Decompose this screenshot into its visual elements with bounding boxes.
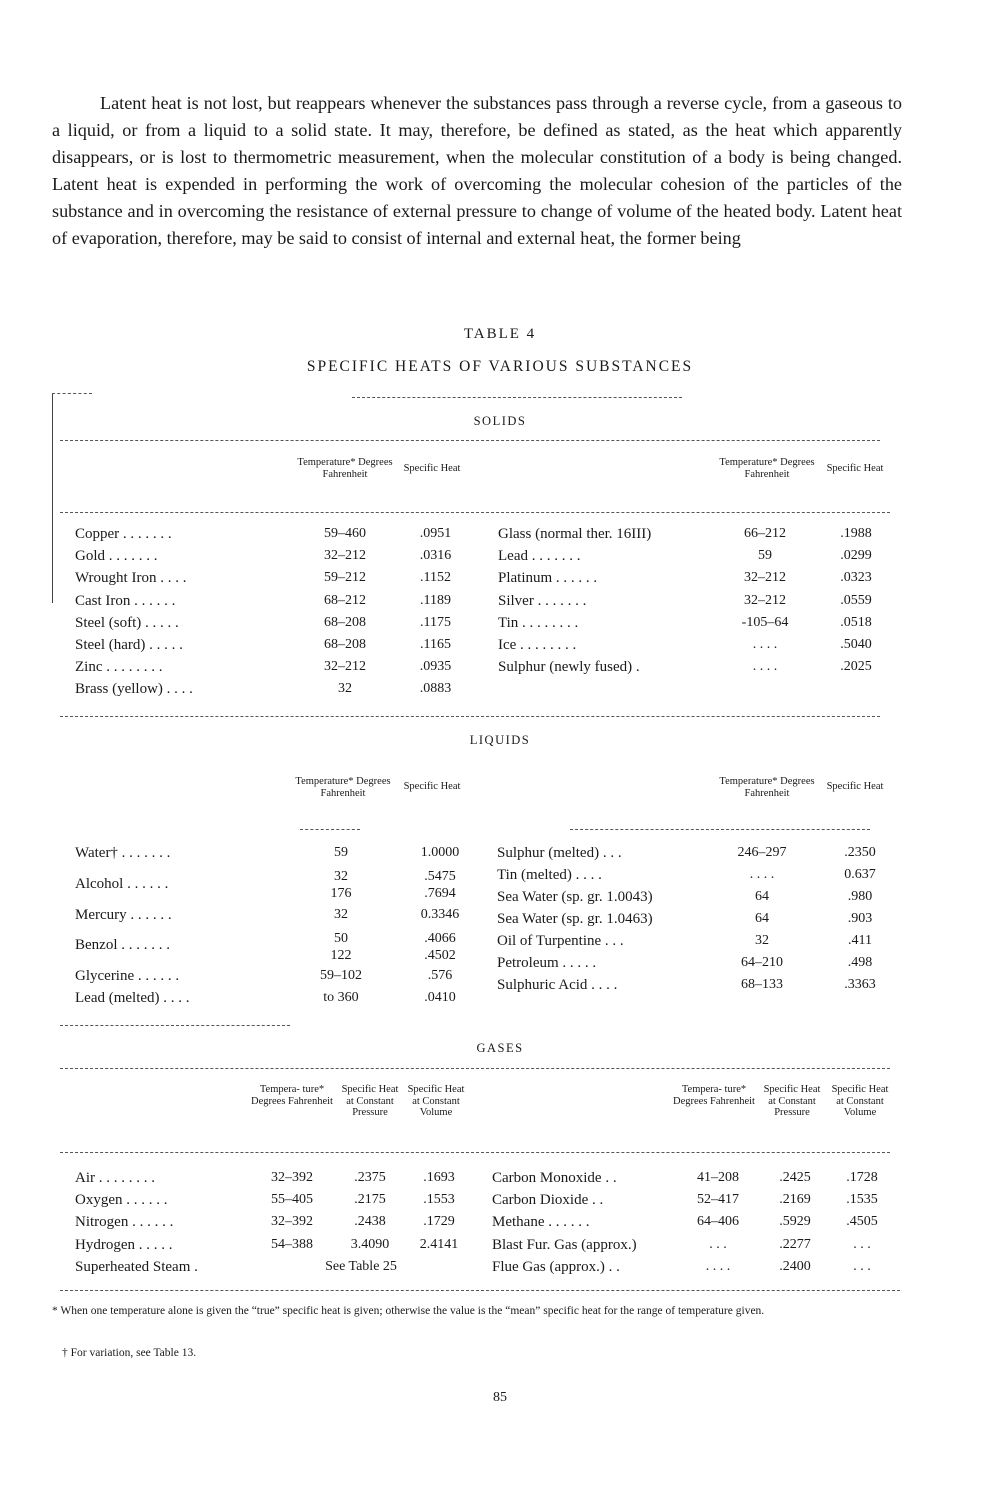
specific-heat-value: 0.637 — [844, 867, 876, 882]
temperature-value: 54–388 — [271, 1236, 313, 1252]
specific-heat-value: .0883 — [419, 681, 452, 697]
solids-heat-header-left: Specific Heat — [403, 463, 461, 474]
substance-name: Sulphuric Acid . . . . — [497, 977, 618, 993]
table-row — [0, 548, 1000, 570]
specific-heat-value: 1.0000 — [420, 845, 460, 860]
specific-heat-value: .980 — [847, 889, 873, 904]
temperature-value: 68–208 — [324, 614, 366, 630]
gases-pressure-header-right: Specific Heat at Constant Pressure — [763, 1084, 821, 1118]
pressure-heat-value: .2375 — [354, 1170, 386, 1185]
volume-heat-value: .1693 — [423, 1170, 455, 1185]
specific-heat-value: .0559 — [840, 592, 872, 608]
solids-header-rule — [60, 440, 880, 441]
temperature-value: 32–392 — [271, 1214, 313, 1230]
substance-name: Carbon Monoxide . . — [492, 1170, 617, 1186]
specific-heat-value: .2350 — [844, 845, 876, 860]
specific-heat-value: .4066 — [424, 931, 456, 946]
specific-heat-value: .0518 — [840, 614, 872, 630]
temperature-value: 32 — [334, 869, 348, 884]
temperature-value: . . . — [709, 1236, 727, 1252]
table-row — [0, 1214, 1000, 1236]
footnote-star: * When one temperature alone is given the “true” specific heat is given; otherwise the value is the “mean” specific heat for the range of temperature given. — [52, 1305, 765, 1317]
substance-name: Glycerine . . . . . . — [75, 968, 180, 984]
substance-name: Lead . . . . . . . — [498, 548, 581, 565]
temperature-value: 122 — [330, 948, 352, 963]
specific-heat-value: .0316 — [419, 548, 452, 564]
volume-heat-value: . . . — [853, 1236, 871, 1252]
substance-name: Cast Iron . . . . . . — [75, 592, 176, 609]
pressure-heat-value: 3.4090 — [350, 1236, 390, 1252]
substance-name: Carbon Dioxide . . — [492, 1192, 604, 1209]
pressure-heat-value: .2169 — [779, 1192, 811, 1208]
frame-top-rule — [52, 393, 92, 394]
gases-body-rule — [60, 1152, 890, 1153]
substance-name: Ice . . . . . . . . — [498, 637, 577, 653]
specific-heat-value: .4502 — [424, 948, 456, 963]
table-title: SPECIFIC HEATS OF VARIOUS SUBSTANCES — [306, 358, 694, 375]
substance-name: Petroleum . . . . . — [497, 955, 597, 971]
pressure-heat-value: See Table 25 — [325, 1258, 397, 1274]
temperature-value: 59 — [334, 845, 348, 860]
specific-heat-value: .1175 — [420, 614, 451, 630]
pressure-heat-value: .2277 — [779, 1236, 811, 1252]
temperature-value: 68–212 — [324, 592, 366, 608]
temperature-value: . . . . — [705, 1258, 731, 1274]
gases-volume-header-right: Specific Heat at Constant Volume — [831, 1084, 889, 1118]
temperature-value: 32–212 — [744, 570, 786, 586]
liquids-heat-header-left: Specific Heat — [403, 781, 461, 792]
gases-volume-header-left: Specific Heat at Constant Volume — [407, 1084, 465, 1118]
specific-heat-value: .411 — [848, 933, 872, 948]
pressure-heat-value: .2400 — [779, 1258, 811, 1274]
temperature-value: 32 — [338, 681, 352, 697]
specific-heat-value: .0323 — [840, 570, 872, 586]
substance-name: Zinc . . . . . . . . — [75, 659, 163, 676]
gases-title: GASES — [476, 1041, 524, 1055]
volume-heat-value: .4505 — [846, 1214, 878, 1230]
pressure-heat-value: .2438 — [354, 1214, 386, 1230]
substance-name: Hydrogen . . . . . — [75, 1236, 173, 1253]
table-row — [0, 615, 1000, 637]
footnote-dagger: † For variation, see Table 13. — [62, 1347, 197, 1359]
substance-name: Steel (soft) . . . . . — [75, 614, 179, 631]
table-row — [0, 593, 1000, 615]
volume-heat-value: . . . — [853, 1258, 871, 1274]
specific-heat-value: .0299 — [840, 548, 872, 564]
substance-name: Steel (hard) . . . . . — [75, 637, 183, 653]
pressure-heat-value: .5929 — [779, 1214, 811, 1230]
specific-heat-value: .3363 — [844, 977, 876, 992]
temperature-value: 59–102 — [320, 968, 362, 983]
temperature-value: 52–417 — [697, 1192, 739, 1208]
pressure-heat-value: .2425 — [779, 1170, 811, 1185]
substance-name: Glass (normal ther. 16III) — [498, 526, 652, 542]
table-row — [0, 570, 1000, 592]
specific-heat-value: .2025 — [840, 659, 872, 675]
table-row — [0, 526, 1000, 548]
temperature-value: 176 — [330, 886, 352, 901]
substance-name: Nitrogen . . . . . . — [75, 1214, 174, 1231]
frame-top-rule-2 — [352, 397, 682, 398]
temperature-value: 32–212 — [324, 659, 366, 675]
substance-name: Water† . . . . . . . — [75, 845, 171, 861]
substance-name: Alcohol . . . . . . — [75, 876, 169, 892]
specific-heat-value: .1988 — [840, 526, 872, 541]
temperature-value: 59–212 — [324, 570, 366, 586]
substance-name: Sea Water (sp. gr. 1.0043) — [497, 889, 653, 905]
substance-name: Wrought Iron . . . . — [75, 570, 187, 587]
substance-name: Silver . . . . . . . — [498, 592, 587, 609]
gases-pressure-header-left: Specific Heat at Constant Pressure — [341, 1084, 399, 1118]
temperature-value: . . . . — [749, 867, 775, 882]
gases-temp-header-left: Tempera- ture* Degrees Fahrenheit — [251, 1084, 333, 1107]
volume-heat-value: .1728 — [846, 1170, 878, 1185]
temperature-value: -105–64 — [741, 614, 789, 630]
volume-heat-value: 2.4141 — [419, 1236, 459, 1252]
specific-heat-value: .576 — [427, 968, 453, 983]
liquids-temp-header-left: Temperature* Degrees Fahrenheit — [295, 776, 391, 799]
solids-bottom-rule — [60, 716, 880, 717]
volume-heat-value: .1729 — [423, 1214, 455, 1230]
specific-heat-value: .1189 — [420, 592, 451, 608]
substance-name: Oxygen . . . . . . — [75, 1192, 168, 1209]
liquids-heat-header-right: Specific Heat — [826, 781, 884, 792]
liquids-bottom-rule — [60, 1025, 290, 1026]
temperature-value: 64–406 — [697, 1214, 739, 1230]
substance-name: Superheated Steam . — [75, 1258, 198, 1275]
substance-name: Lead (melted) . . . . — [75, 990, 190, 1006]
table-bottom-rule — [60, 1290, 900, 1291]
temperature-value: 68–208 — [324, 637, 366, 652]
table-row — [0, 1192, 1000, 1214]
temperature-value: 246–297 — [737, 845, 787, 860]
substance-name: Copper . . . . . . . — [75, 526, 172, 542]
specific-heat-value: .498 — [847, 955, 873, 970]
liquids-temp-header-right: Temperature* Degrees Fahrenheit — [719, 776, 815, 799]
substance-name: Brass (yellow) . . . . — [75, 681, 193, 698]
table-number: TABLE 4 — [463, 326, 537, 342]
substance-name: Sea Water (sp. gr. 1.0463) — [497, 911, 653, 927]
specific-heat-value: .0951 — [419, 526, 452, 541]
temperature-value: 32 — [755, 933, 769, 948]
table-row — [0, 1259, 1000, 1281]
liquids-header-rule-1 — [300, 829, 360, 830]
specific-heat-value: .0410 — [424, 990, 456, 1005]
substance-name: Tin . . . . . . . . — [498, 614, 579, 631]
pressure-heat-value: .2175 — [354, 1192, 386, 1208]
substance-name: Sulphur (melted) . . . — [497, 845, 622, 861]
gases-temp-header-right: Tempera- ture* Degrees Fahrenheit — [673, 1084, 755, 1107]
body-paragraph: Latent heat is not lost, but reappears whenever the substances pass through a reverse cycle, from a gaseous to a liquid, or from a liquid to a solid state. It may, therefore, be defined as stated, as the heat which apparently disappears, or is lost to thermometric measurement, when the molecular constitution of a body is being changed. Latent heat is expended in performing the work of overcoming the molecular cohesion of the particles of the substance and in overcoming the resistance of external pressure to change of volume of the heated body. Latent heat of evaporation, therefore, may be said to consist of internal and external heat, the former being — [52, 93, 902, 248]
liquids-header-rule-2 — [570, 829, 870, 830]
substance-name: Methane . . . . . . — [492, 1214, 590, 1231]
temperature-value: 66–212 — [744, 526, 786, 541]
substance-name: Mercury . . . . . . — [75, 907, 172, 923]
specific-heat-value: .1165 — [420, 637, 451, 652]
temperature-value: 32 — [334, 907, 348, 922]
specific-heat-value: .7694 — [424, 886, 456, 901]
substance-name: Benzol . . . . . . . — [75, 937, 170, 953]
temperature-value: 59 — [758, 548, 772, 564]
liquids-title: LIQUIDS — [469, 733, 531, 747]
temperature-value: 32–392 — [271, 1170, 313, 1185]
solids-temp-header-right: Temperature* Degrees Fahrenheit — [719, 457, 815, 480]
temperature-value: . . . . — [752, 637, 778, 652]
temperature-value: 50 — [334, 931, 348, 946]
substance-name: Gold . . . . . . . — [75, 548, 158, 565]
temperature-value: 59–460 — [324, 526, 366, 541]
table-row — [0, 637, 1000, 659]
temperature-value: 32–212 — [744, 592, 786, 608]
temperature-value: 32–212 — [324, 548, 366, 564]
temperature-value: . . . . — [752, 659, 778, 675]
page-number: 85 — [493, 1390, 507, 1405]
substance-name: Oil of Turpentine . . . — [497, 933, 624, 949]
temperature-value: 55–405 — [271, 1192, 313, 1208]
temperature-value: 64 — [755, 889, 769, 904]
volume-heat-value: .1535 — [846, 1192, 878, 1208]
temperature-value: 41–208 — [697, 1170, 739, 1185]
specific-heat-value: 0.3346 — [420, 907, 460, 922]
substance-name: Tin (melted) . . . . — [497, 867, 602, 883]
table-row — [0, 681, 1000, 703]
solids-temp-header-left: Temperature* Degrees Fahrenheit — [297, 457, 393, 480]
substance-name: Flue Gas (approx.) . . — [492, 1258, 620, 1275]
specific-heat-value: .5040 — [840, 637, 872, 652]
substance-name: Platinum . . . . . . — [498, 570, 598, 587]
volume-heat-value: .1553 — [423, 1192, 455, 1208]
solids-body-rule — [60, 512, 890, 513]
specific-heat-value: .0935 — [419, 659, 452, 675]
temperature-value: 64–210 — [741, 955, 783, 970]
solids-heat-header-right: Specific Heat — [826, 463, 884, 474]
temperature-value: 68–133 — [741, 977, 783, 992]
specific-heat-value: .5475 — [424, 869, 456, 884]
specific-heat-value: .903 — [847, 911, 873, 926]
substance-name: Blast Fur. Gas (approx.) — [492, 1236, 637, 1253]
table-row — [0, 1237, 1000, 1259]
substance-name: Sulphur (newly fused) . — [498, 659, 640, 676]
substance-name: Air . . . . . . . . — [75, 1170, 155, 1186]
temperature-value: 64 — [755, 911, 769, 926]
solids-title: SOLIDS — [473, 414, 527, 428]
temperature-value: to 360 — [323, 990, 359, 1005]
table-row — [0, 1170, 1000, 1192]
gases-header-top-rule — [60, 1068, 890, 1069]
specific-heat-value: .1152 — [420, 570, 451, 586]
table-row — [0, 659, 1000, 681]
